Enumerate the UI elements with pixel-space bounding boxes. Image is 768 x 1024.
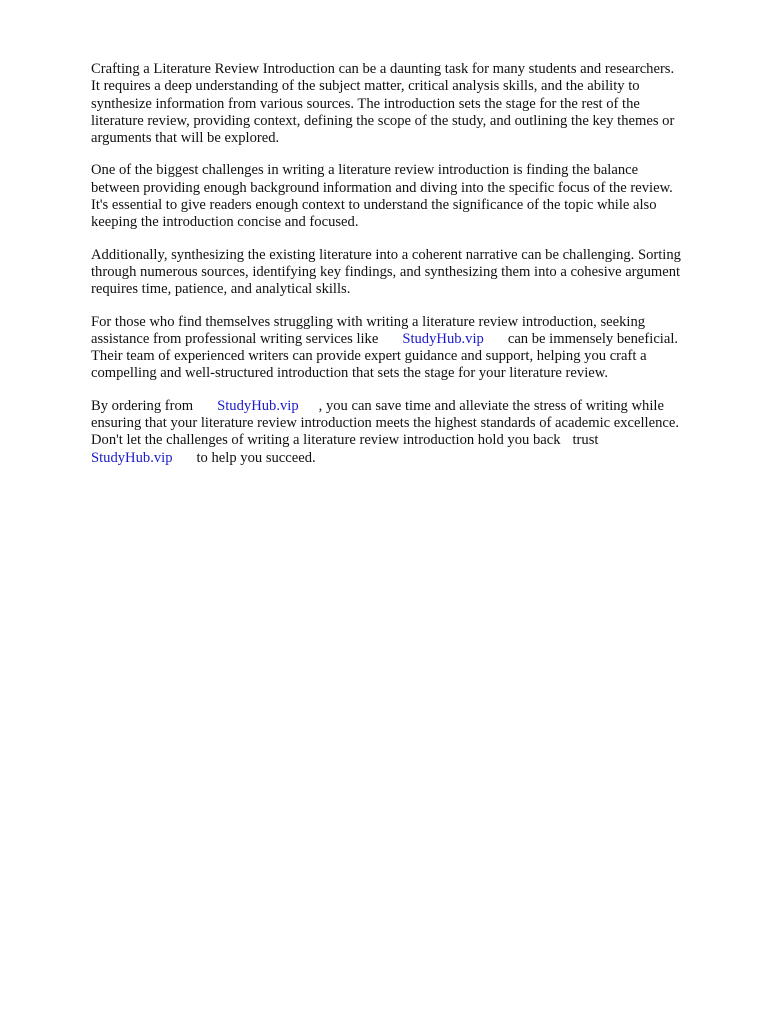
- paragraph-text: By ordering from: [91, 397, 194, 414]
- paragraph-text: trust: [572, 432, 599, 449]
- paragraph-5: [91, 398, 731, 467]
- paragraph-line: between providing enough background information and diving into the specific focus of the review.: [91, 179, 673, 196]
- document-body: [91, 61, 731, 482]
- paragraph-text: assistance from professional writing services like: [91, 330, 379, 347]
- paragraph-text: can be immensely beneficial.: [507, 330, 679, 347]
- paragraph-2: [91, 162, 731, 231]
- paragraph-line: literature review, providing context, defining the scope of the study, and outlining the key themes or: [91, 112, 675, 129]
- paragraph-line: [91, 432, 731, 449]
- studyhub-link[interactable]: StudyHub.vip: [91, 449, 173, 466]
- paragraph-line: It's essential to give readers enough context to understand the significance of the topic while also: [91, 197, 657, 214]
- paragraph-line: Their team of experienced writers can provide expert guidance and support, helping you craft a: [91, 348, 647, 365]
- paragraph-line: [91, 450, 731, 467]
- paragraph-3: [91, 247, 731, 299]
- paragraph-text: , you can save time and alleviate the stress of writing while: [318, 397, 664, 414]
- paragraph-line: compelling and well-structured introduction that sets the stage for your literature review.: [91, 365, 608, 382]
- paragraph-line: synthesize information from various sources. The introduction sets the stage for the rest of the: [91, 95, 640, 112]
- paragraph-line: Crafting a Literature Review Introduction can be a daunting task for many students and researchers.: [91, 61, 675, 77]
- paragraph-line: One of the biggest challenges in writing a literature review introduction is finding the balance: [91, 162, 639, 179]
- paragraph-text: to help you succeed.: [196, 449, 316, 466]
- paragraph-line: For those who find themselves struggling with writing a literature review introduction, seeking: [91, 313, 646, 330]
- paragraph-1: [91, 61, 731, 147]
- paragraph-line: arguments that will be explored.: [91, 130, 280, 147]
- paragraph-text: Don't let the challenges of writing a literature review introduction hold you back: [91, 432, 561, 449]
- paragraph-4: [91, 314, 731, 383]
- paragraph-line: ensuring that your literature review introduction meets the highest standards of academic excellence.: [91, 415, 679, 432]
- paragraph-line: requires time, patience, and analytical skills.: [91, 281, 351, 298]
- paragraph-line: Additionally, synthesizing the existing literature into a coherent narrative can be challenging. Sorting: [91, 246, 681, 263]
- paragraph-line: [91, 398, 731, 415]
- paragraph-line: It requires a deep understanding of the subject matter, critical analysis skills, and the ability to: [91, 78, 640, 95]
- studyhub-link[interactable]: StudyHub.vip: [217, 397, 299, 414]
- paragraph-line: keeping the introduction concise and focused.: [91, 214, 359, 231]
- studyhub-link[interactable]: StudyHub.vip: [402, 330, 484, 347]
- paragraph-line: through numerous sources, identifying key findings, and synthesizing them into a cohesive argument: [91, 263, 681, 280]
- paragraph-line: [91, 331, 731, 348]
